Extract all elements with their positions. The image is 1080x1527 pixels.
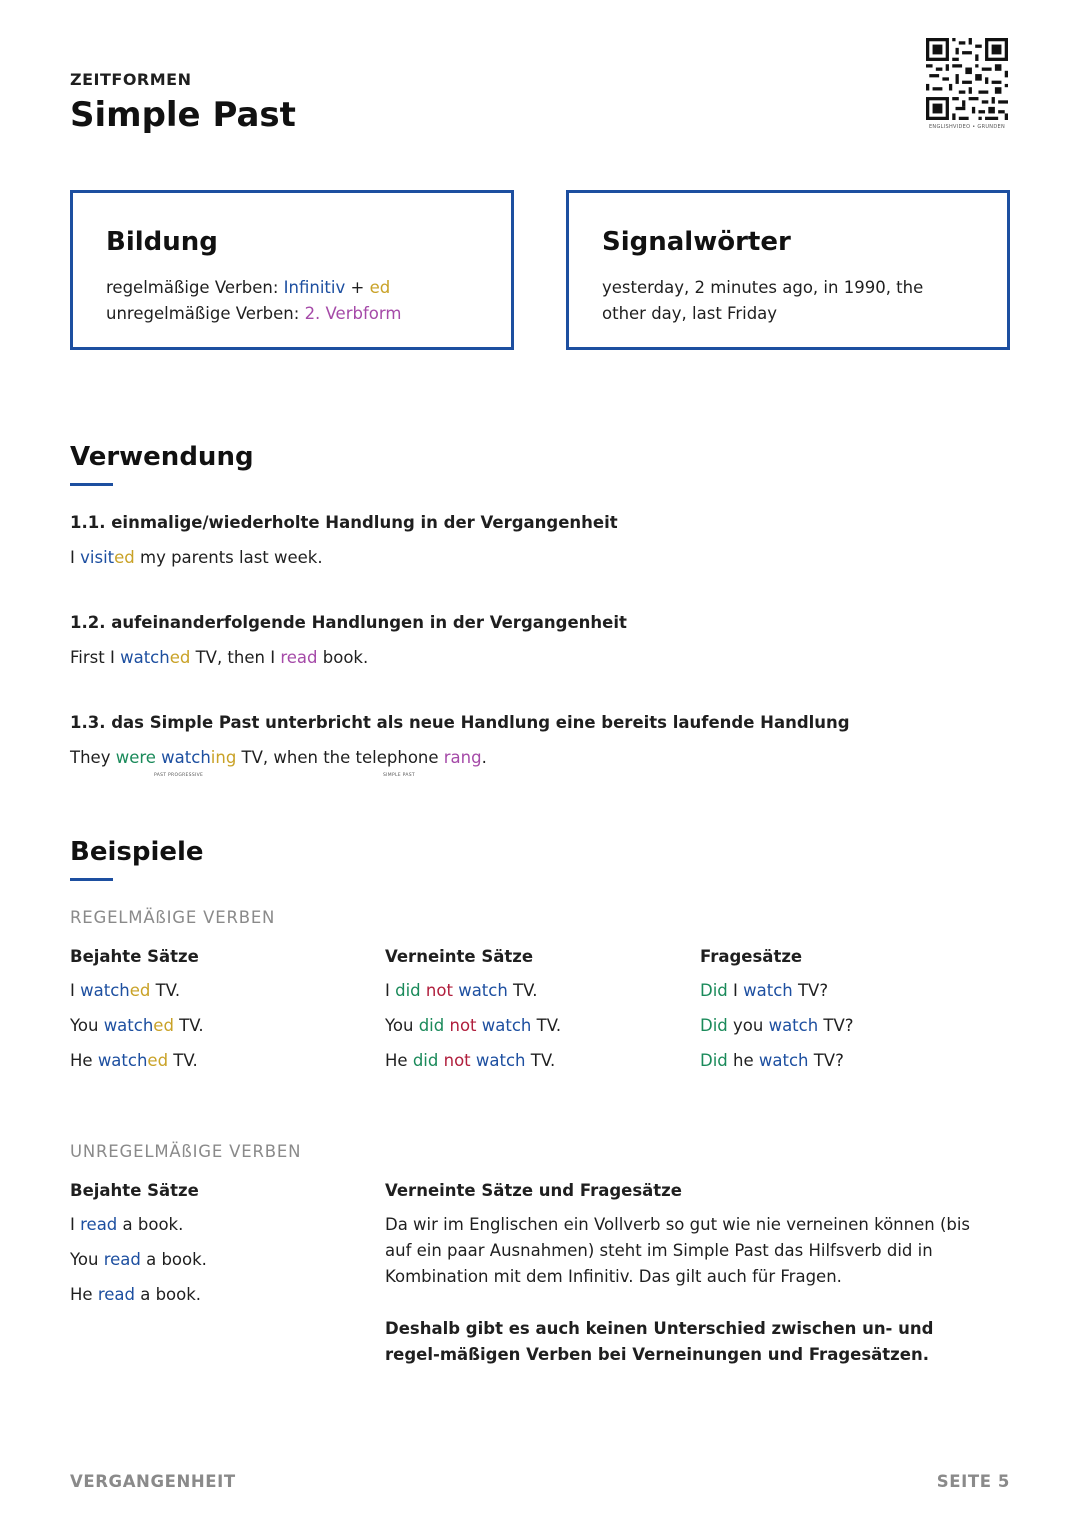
verwendung-underline [70,483,113,486]
regular-verbs-heading: REGELMÄßIGE VERBEN [70,908,276,927]
col-question-heading: Fragesätze [700,947,803,966]
page-title: Simple Past [70,95,296,135]
list-item: Did he watch TV? [700,1051,844,1070]
irr-explanation: Da wir im Englischen ein Vollverb so gut wie nie verneinen können (bis auf ein paar Ausnahmen) steht im Simple Past das Hilfsverb did in Kombination mit dem Infinitiv. Das gilt auch für Fragen. [385,1215,971,1286]
bildung-title: Bildung [106,227,218,257]
list-item: He did not watch TV. [385,1051,556,1070]
bildung-body [106,275,401,327]
footer-chapter: VERGANGENHEIT [70,1472,236,1491]
list-item: I read a book. [70,1215,184,1234]
bildung-line-regular: regelmäßige Verben: Infinitiv + ed [106,278,391,297]
col-positive-heading: Bejahte Sätze [70,947,199,966]
signalwoerter-title: Signalwörter [602,227,791,257]
signalwoerter-box [566,190,1010,350]
list-item: I did not watch TV. [385,981,538,1000]
rule-1-1-title: 1.1. einmalige/wiederholte Handlung in der Vergangenheit [70,513,618,532]
list-item: I watched TV. [70,981,181,1000]
list-item: You read a book. [70,1250,207,1269]
beispiele-underline [70,878,113,881]
rule-1-3-example: They were watching TV, when the telephone rang. [70,748,487,767]
rule-1-2-title: 1.2. aufeinanderfolgende Handlungen in der Vergangenheit [70,613,627,632]
list-item: Did you watch TV? [700,1016,854,1035]
simple-past-label: SIMPLE PAST [383,773,415,778]
irr-col-positive-heading: Bejahte Sätze [70,1181,199,1200]
past-progressive-label: PAST PROGRESSIVE [154,773,204,778]
irr-col-neg-question-heading: Verneinte Sätze und Fragesätze [385,1181,682,1200]
list-item: He read a book. [70,1285,202,1304]
bildung-line-irregular: unregelmäßige Verben: 2. Verbform [106,304,402,323]
section-kicker: ZEITFORMEN [70,70,192,89]
list-item: You watched TV. [70,1016,204,1035]
verwendung-heading: Verwendung [70,442,254,472]
bildung-box [70,190,514,350]
irregular-verbs-heading: UNREGELMÄßIGE VERBEN [70,1142,302,1161]
footer-page-number: SEITE 5 [936,1472,1010,1491]
rule-1-2-example: First I watched TV, then I read book. [70,648,369,667]
qr-caption: ENGLISHVIDEO • GRUNDEN [928,124,1006,130]
col-negative-heading: Verneinte Sätze [385,947,534,966]
qr-code-icon [926,38,1008,120]
list-item: You did not watch TV. [385,1016,562,1035]
list-item: He watched TV. [70,1051,198,1070]
signalwoerter-body: yesterday, 2 minutes ago, in 1990, the other day, last Friday [602,278,924,323]
rule-1-1-example: I visited my parents last week. [70,548,323,567]
beispiele-heading: Beispiele [70,837,204,867]
rule-1-3-title: 1.3. das Simple Past unterbricht als neue Handlung eine bereits laufende Handlung [70,713,850,732]
list-item: Did I watch TV? [700,981,829,1000]
irr-conclusion: Deshalb gibt es auch keinen Unterschied zwischen un- und regel-mäßigen Verben bei Verneinungen und Fragesätzen. [385,1319,934,1364]
